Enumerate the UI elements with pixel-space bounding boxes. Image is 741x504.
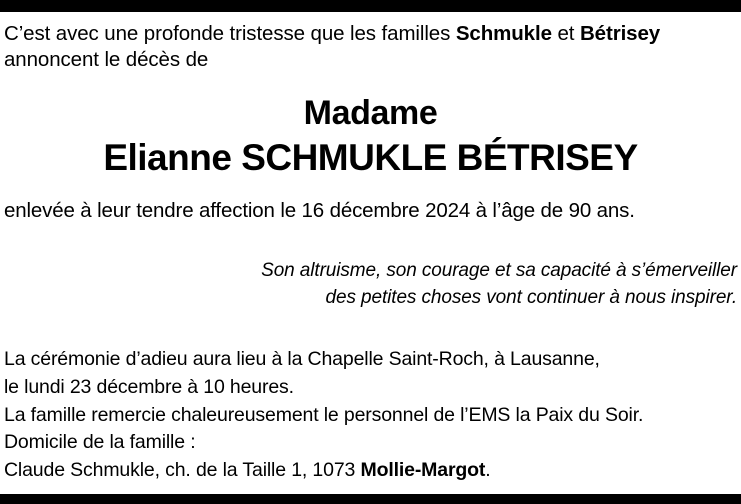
intro-prefix: C’est avec une profonde tristesse que les familles — [4, 22, 456, 45]
address-line — [4, 457, 737, 485]
intro-conjunction: et — [551, 22, 580, 45]
bottom-rule — [0, 494, 741, 504]
address-locality: Mollie-Margot — [360, 459, 486, 482]
notice-content — [0, 12, 741, 504]
passing-details: enlevée à leur tendre affection le 16 décembre 2024 à l’âge de 90 ans. — [4, 198, 635, 222]
intro-paragraph — [4, 21, 737, 73]
ceremony-details — [4, 346, 737, 484]
honorific-title: Madame — [303, 93, 438, 132]
address-label: Domicile de la famille : — [4, 431, 196, 454]
address-prefix: Claude Schmukle, ch. de la Taille 1, 1073 — [4, 459, 361, 482]
ceremony-line-1: La cérémonie d’adieu aura lieu à la Chapelle Saint-Roch, à Lausanne, — [4, 348, 600, 371]
quote-line-1: Son altruisme, son courage et sa capacité à s’émerveiller — [261, 260, 737, 282]
ceremony-line-2: le lundi 23 décembre à 10 heures. — [4, 375, 294, 398]
family-name-betrisey: Bétrisey — [579, 22, 661, 45]
family-name-schmukle: Schmukle — [455, 22, 552, 45]
address-suffix: . — [485, 459, 491, 482]
deceased-name-block — [4, 94, 737, 180]
intro-line-2: annoncent le décès de — [4, 48, 209, 72]
deceased-full-name: Elianne SCHMUKLE BÉTRISEY — [103, 137, 638, 179]
quote-line-2: des petites choses vont continuer à nous inspirer. — [325, 287, 737, 309]
thanks-line: La famille remercie chaleureusement le personnel de l’EMS la Paix du Soir. — [4, 403, 644, 426]
top-rule — [0, 0, 741, 12]
memorial-quote — [4, 258, 737, 312]
